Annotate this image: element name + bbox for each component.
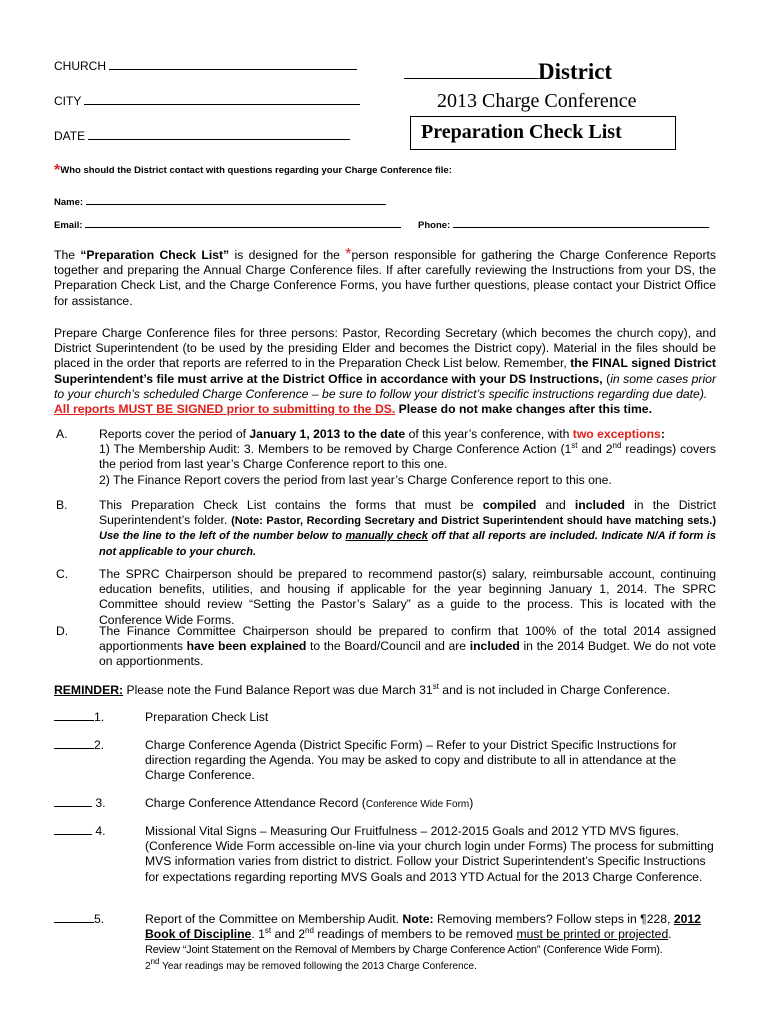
text: nd (305, 926, 314, 936)
text: Please note the Fund Balance Report was due March 31 (123, 683, 433, 697)
item-a (99, 427, 716, 488)
text: 2 (145, 960, 151, 972)
check-line[interactable] (54, 912, 94, 923)
intro-paragraph-2 (54, 326, 716, 417)
item-number: 5. (94, 912, 105, 926)
text: st (432, 681, 439, 691)
text: Prepare Charge Conference files for three persons: Pastor, Recording Secretary (which becomes the church copy), and District Superintendent (to be used by the presiding Elder and becomes the District copy). Material in the files should be placed in the order that reports are referred to in the Preparation Check List below. Remember, (54, 326, 716, 371)
date-field[interactable] (54, 128, 350, 144)
checklist-item-2[interactable] (54, 738, 104, 752)
phone-label: Phone: (418, 220, 451, 231)
checklist-text-2: Charge Conference Agenda (District Specific Form) – Refer to your District Specific Instructions for direction regarding the Agenda. You may be asked to copy and distribute to all in attendance at the Charge Conference. (145, 738, 677, 783)
text: and (536, 498, 575, 512)
item-number: 4. (95, 824, 106, 838)
text: and is not included in Charge Conference. (438, 683, 670, 697)
text: included (574, 498, 625, 512)
signed-warning: All reports MUST BE SIGNED prior to submitting to the DS. (54, 402, 396, 417)
text: January 1, 2013 to the date (249, 427, 406, 441)
text: of this year’s conference, with (405, 427, 573, 441)
item-c: The SPRC Chairperson should be prepared to recommend pastor(s) salary, reimbursable account, continuing education benefits, utilities, and housing if applicable for the year beginning January 1, 2014. The SPRC Committee should review “Setting the Pastor’s Salary” as a guide to the process. This is located with the Conference Wide Forms. (99, 567, 716, 627)
item-number: 1. (94, 710, 105, 724)
text: and 2 (577, 442, 613, 457)
text: st (571, 441, 578, 451)
name-label: Name: (54, 197, 84, 208)
contact-question (54, 162, 452, 180)
asterisk-icon: * (345, 246, 352, 263)
check-line[interactable] (54, 710, 94, 721)
text: ( (602, 371, 611, 386)
checklist-title-box (410, 116, 676, 150)
checklist-title: Preparation Check List (421, 121, 622, 143)
check-line[interactable] (54, 738, 94, 749)
check-line[interactable] (54, 824, 92, 835)
checklist-text-5 (145, 912, 720, 973)
church-label: CHURCH (54, 59, 106, 73)
text: . (668, 927, 672, 942)
reminder-label: REMINDER: (54, 683, 124, 697)
email-line[interactable] (85, 219, 401, 228)
text: st (264, 926, 272, 936)
item-number: 2. (94, 738, 105, 752)
item-d (99, 624, 716, 670)
text: readings of members to be removed (313, 927, 517, 942)
text: Review “Joint Statement on the Removal of Members by Charge Conference Action” (Conference Wide Form). (145, 944, 663, 957)
checklist-text-4: Missional Vital Signs – Measuring Our Fruitfulness – 2012-2015 Goals and 2012 YTD MVS figures. (Conference Wide Form accessible on-line via your church login under Forms) The process for submitting MVS information varies from district to district. Follow your District Superintendent’s Specific Instructions for expectations regarding reporting MVS Goals and 2013 YTD Actual for the 2013 Charge Conference. (145, 824, 714, 884)
reminder (54, 683, 670, 697)
text: in the District Superintendent’s folder. (99, 498, 716, 528)
name-field[interactable] (54, 196, 386, 208)
text: must be printed or projected (516, 927, 669, 942)
asterisk-icon: * (54, 162, 61, 179)
checklist-item-1[interactable] (54, 710, 104, 724)
district-line[interactable] (404, 60, 538, 79)
text: two exceptions (572, 427, 661, 441)
city-field[interactable] (54, 93, 360, 109)
checklist-text-1: Preparation Check List (145, 710, 269, 724)
text: person responsible for gathering the Charge Conference Reports together and preparing the Annual Charge Conference files. If after carefully reviewing the Instructions from your DS, the Preparation Check List, and the Charge Conference Forms, you have further questions, please contact your District Office for assistance. (54, 248, 716, 308)
text: Removing members? Follow steps in ¶228, (433, 912, 674, 926)
district-label: District (538, 59, 613, 84)
item-d-label: D. (56, 624, 69, 638)
text: “Preparation Check List” (80, 248, 230, 262)
text: 2) The Finance Report covers the period from last year’s Charge Conference report to this one. (99, 472, 612, 487)
item-b-label: B. (56, 498, 68, 512)
text: is designed for the (229, 248, 346, 262)
item-a-label: A. (56, 427, 68, 441)
district-title (404, 58, 612, 86)
conference-title: 2013 Charge Conference (437, 90, 637, 112)
text: The Finance Committee Chairperson should be prepared to confirm that 100% of the total 2014 assigned apportionments (99, 624, 716, 654)
text: Please do not make changes after this time. (395, 402, 652, 417)
email-field[interactable] (54, 219, 401, 231)
intro-paragraph-1 (54, 247, 716, 309)
text: Note: (402, 912, 434, 926)
email-label: Email: (54, 220, 83, 231)
text: 1) The Membership Audit: 3. Members to be removed by Charge Conference Action (1 (99, 442, 572, 457)
text: Conference Wide Form (365, 799, 470, 810)
text: manually check (345, 530, 428, 543)
phone-field[interactable] (418, 219, 709, 231)
text: Reports cover the period of (99, 427, 250, 441)
text: (Note: Pastor, Recording Secretary and District Superintendent should have matching sets.) (231, 515, 716, 528)
text: in some cases prior to your church’s scheduled Charge Conference – be sure to follow your district’s specific instructions regarding due date). (54, 371, 717, 401)
text: readings) covers the period from last year’s Charge Conference report to this one. (99, 442, 716, 472)
text: have been explained (186, 639, 307, 654)
date-line[interactable] (88, 128, 350, 140)
contact-question-text: Who should the District contact with questions regarding your Charge Conference file: (60, 165, 452, 176)
church-field[interactable] (54, 58, 357, 74)
check-line[interactable] (54, 796, 92, 807)
text: in the 2014 Budget. We do not vote on apportionments. (99, 639, 716, 669)
item-c-label: C. (56, 567, 69, 581)
text: the FINAL signed District Superintendent’s file must arrive at the District Office in accordance with your DS Instructions, (54, 356, 716, 386)
text: ) (469, 796, 474, 810)
checklist-text-3 (145, 796, 715, 811)
city-label: CITY (54, 94, 82, 108)
item-b (99, 498, 716, 559)
text: included (469, 639, 520, 654)
text: The (54, 248, 81, 262)
date-label: DATE (54, 129, 86, 143)
church-line[interactable] (109, 58, 357, 70)
name-line[interactable] (86, 196, 386, 205)
city-line[interactable] (84, 93, 360, 105)
text: 2012 Book of Discipline (145, 912, 701, 942)
text: : (660, 427, 665, 441)
text: nd (612, 441, 622, 451)
text: This Preparation Check List contains the forms that must be (99, 498, 483, 512)
text: Charge Conference Attendance Record ( (145, 796, 366, 810)
phone-line[interactable] (453, 219, 709, 228)
text: off that all reports are included. Indicate N/A if form is not applicable to your church. (99, 530, 716, 558)
checklist-item-5[interactable] (54, 912, 104, 926)
checklist-item-4[interactable] (54, 824, 106, 838)
text: Report of the Committee on Membership Audit. (145, 912, 403, 926)
text: and 2 (271, 927, 306, 942)
text: Use the line to the left of the number below to (99, 530, 346, 543)
text: compiled (482, 498, 537, 512)
text: Year readings may be removed following the 2013 Charge Conference. (159, 960, 477, 972)
checklist-item-3[interactable] (54, 796, 106, 810)
text: nd (150, 956, 160, 966)
text: . 1 (251, 927, 265, 942)
item-number: 3. (95, 796, 106, 810)
text: to the Board/Council and are (306, 639, 470, 654)
